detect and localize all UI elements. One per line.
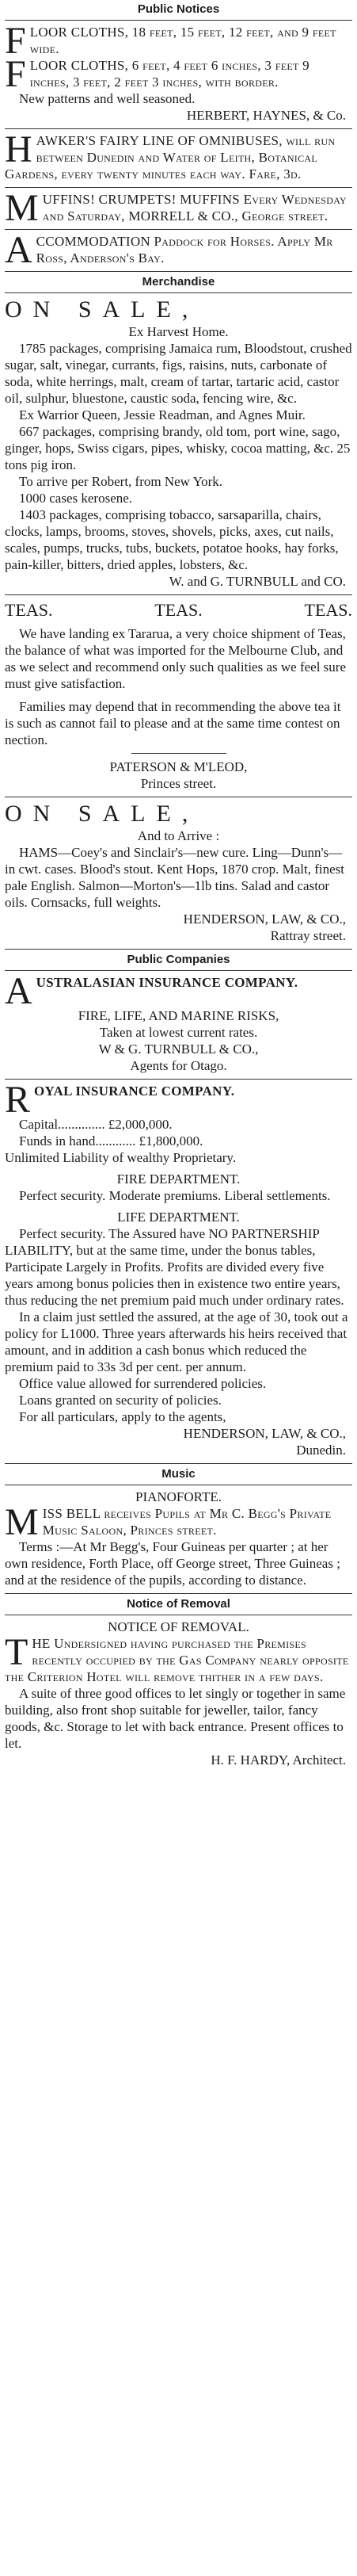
ad-accommodation	[5, 229, 352, 271]
dropcap: M	[5, 1501, 39, 1543]
ad-muffins	[5, 187, 352, 229]
ad-subheading: Ex Harvest Home.	[128, 324, 229, 339]
ad-heading: PIANOFORTE.	[135, 1489, 222, 1504]
ad-text: 1000 cases kerosene.	[19, 491, 133, 506]
ad-signature: H. F. HARDY, Architect.	[211, 1752, 346, 1768]
ad-title: OYAL INSURANCE COMPANY.	[34, 1084, 235, 1099]
ad-signature: W. and G. TURNBULL and CO.	[169, 574, 346, 589]
ad-address: Dunedin.	[296, 1443, 346, 1458]
section-heading-public-notices: Public Notices	[137, 2, 220, 16]
ad-text: HAMS—Coey's and Sinclair's—new cure. Ling—Dunn's—in cwt. cases. Blood's stout. Kent Hops, 1870 crop. Malt, finest pale English. Salmon—Morton's—1lb tins. Salad and castor oils. Cornsacks, full weights.	[5, 845, 344, 910]
ad-text: 1785 packages, comprising Jamaica rum, Bloodstout, crushed sugar, salt, vinegar, currants, figs, raisins, nuts, carbonate of soda, white herrings, malt, cream of tartar, tartaric acid, castor oil, sulphur, bluestone, caustic soda, fencing wire, &c.	[5, 341, 352, 406]
ad-text: LOOR CLOTHS, 18 feet, 15 feet, 12 feet, and 9 feet wide.	[29, 25, 336, 56]
divider	[5, 128, 352, 129]
ad-text: Perfect security. Moderate premiums. Liberal settlements.	[19, 1188, 331, 1203]
ad-text: We have landing ex Tararua, a very choice shipment of Teas, the balance of what was imported for the Melbourne Club, and as we select and recommend only such qualities as we feel sure must give satisfaction.	[5, 626, 346, 691]
ad-address: Rattray street.	[270, 928, 346, 943]
ad-heading: ON SALE,	[5, 801, 199, 827]
ad-text: A suite of three good offices to let singly or together in same building, also front shop suitable for jeweller, tailor, fancy goods, &c. Storage to let with back entrance. Present offices to let.	[5, 1686, 346, 1751]
ad-on-sale-henderson	[5, 801, 352, 944]
dropcap: F	[5, 20, 26, 62]
ad-text: In a claim just settled the assured, at the age of 30, took out a policy for L1000. Three years afterwards his heirs received that amount, and in addition a cash bonus which reduced the premium paid to 33s 3d per cent. per annum.	[5, 1309, 348, 1374]
ad-subheading: LIFE DEPARTMENT.	[117, 1210, 240, 1225]
ad-signature: HENDERSON, LAW, & CO.,	[183, 912, 346, 927]
ad-heading: ON SALE,	[5, 296, 199, 323]
dropcap: T	[5, 1631, 28, 1673]
dropcap: A	[5, 229, 32, 271]
ad-australasian-insurance	[5, 970, 352, 1074]
divider	[5, 187, 352, 188]
ad-title: USTRALASIAN INSURANCE COMPANY.	[36, 975, 298, 990]
ad-text: 667 packages, comprising brandy, old tom, port wine, sago, ginger, hops, Swiss cigars, pipes, whisky, cocoa matting, &c. 25 tons pig iron.	[5, 424, 351, 472]
ad-signature: HERBERT, HAYNES, & Co.	[186, 108, 346, 123]
section-heading-notice-of-removal: Notice of Removal	[127, 1597, 230, 1611]
ad-notice-of-removal	[5, 1619, 352, 1768]
ad-text: Families may depend that in recommending the above tea it is such as cannot fail to please and at the same time contest on nection.	[5, 699, 341, 747]
section-heading-merchandise: Merchandise	[142, 275, 215, 289]
ad-hawker-omnibuses	[5, 128, 352, 182]
divider	[5, 1593, 352, 1594]
ad-text: Terms :—At Mr Begg's, Four Guineas per quarter ; at her own residence, Forth Place, off George street, Three Guineas ; and at the residence of the pupils, according to distance.	[5, 1539, 340, 1588]
dropcap: F	[5, 53, 26, 95]
ad-subheading: FIRE DEPARTMENT.	[116, 1171, 241, 1187]
ad-text: Loans granted on security of policies.	[19, 1393, 222, 1408]
divider	[5, 970, 352, 971]
ad-text: LOOR CLOTHS, 6 feet, 4 feet 6 inches, 3 feet 9 inches, 3 feet, 2 feet 3 inches, with border.	[29, 58, 310, 90]
ad-text: New patterns and well seasoned.	[19, 91, 196, 106]
ad-heading: NOTICE OF REMOVAL.	[108, 1619, 249, 1634]
dropcap: M	[5, 187, 39, 229]
dropcap: A	[5, 970, 32, 1012]
ad-signature: HENDERSON, LAW, & CO.,	[183, 1426, 346, 1441]
ad-text: CCOMMODATION Paddock for Horses. Apply Mr Ross, Anderson's Bay.	[36, 234, 333, 266]
teas-heading	[5, 598, 352, 622]
ad-address: Princes street.	[140, 776, 217, 791]
section-heading-public-companies: Public Companies	[127, 953, 230, 966]
newspaper-column	[5, 0, 352, 1773]
divider	[5, 20, 352, 21]
teas-heading-word: TEAS.	[5, 600, 53, 620]
ad-teas	[5, 598, 352, 792]
ad-text: Taken at lowest current rates.	[99, 1025, 258, 1040]
ad-text: Unlimited Liability of wealthy Proprietary.	[5, 1150, 237, 1165]
ad-signature: PATERSON & M'LEOD,	[109, 759, 248, 774]
ad-text: Capital.............. £2,000,000.	[19, 1117, 173, 1132]
ad-text: AWKER'S FAIRY LINE OF OMNIBUSES, will run between Dunedin and Water of Leith, Botanical Gardens, every twenty minutes each way. Fare, 3d.	[5, 133, 336, 182]
divider	[131, 753, 226, 754]
ad-text: For all particulars, apply to the agents,	[19, 1409, 226, 1424]
ad-royal-insurance	[5, 1079, 352, 1458]
ad-text: Funds in hand............ £1,800,000.	[19, 1133, 203, 1148]
ad-text: 1403 packages, comprising tobacco, sarsaparilla, chairs, clocks, lamps, brooms, stoves, shovels, picks, axes, cut nails, scales, pumps, trucks, tubs, buckets, potatoe hooks, hay forks, pain-killer, bitters, dried apples, lobsters, &c.	[5, 507, 339, 572]
divider	[5, 594, 352, 595]
ad-text: Perfect security. The Assured have NO PARTNERSHIP LIABILITY, but at the same time, under the bonus tables, Participate Largely in Profits. Profits are divided every five years among bonus policies then in existence two entire years, thus reducing the net premium paid much under ordinary rates.	[5, 1226, 344, 1308]
dropcap: H	[5, 128, 32, 170]
divider	[5, 271, 352, 272]
ad-text: HE Undersigned having purchased the Premises recently occupied by the Gas Company nearly opposite the Criterion Hotel will remove thither in a few days.	[5, 1636, 349, 1684]
divider	[5, 949, 352, 950]
teas-heading-word: TEAS.	[154, 600, 203, 620]
ad-subheading: Ex Warrior Queen, Jessie Readman, and Agnes Muir.	[19, 407, 306, 422]
ad-on-sale-turnbull	[5, 296, 352, 590]
divider	[5, 292, 352, 293]
teas-heading-word: TEAS.	[304, 600, 352, 620]
dropcap: R	[5, 1079, 31, 1121]
ad-text: FIRE, LIFE, AND MARINE RISKS,	[78, 1008, 279, 1023]
ad-signature: W & G. TURNBULL & CO.,	[98, 1041, 259, 1057]
ad-subheading: To arrive per Robert, from New York.	[19, 474, 223, 489]
ad-text: Agents for Otago.	[130, 1058, 227, 1073]
ad-text: Office value allowed for surrendered policies.	[19, 1376, 267, 1391]
ad-subheading: And to Arrive :	[137, 828, 220, 843]
ad-pianoforte	[5, 1489, 352, 1588]
ad-text: ISS BELL receives Pupils at Mr C. Begg's Private Music Saloon, Princes street.	[42, 1506, 332, 1538]
divider	[5, 1079, 352, 1080]
divider	[5, 1463, 352, 1464]
ad-text: UFFINS! CRUMPETS! MUFFINS Every Wednesday and Saturday, MORRELL & CO., George street.	[42, 192, 348, 224]
section-heading-music: Music	[161, 1467, 196, 1481]
divider	[5, 229, 352, 230]
ad-floor-cloths	[5, 20, 352, 124]
